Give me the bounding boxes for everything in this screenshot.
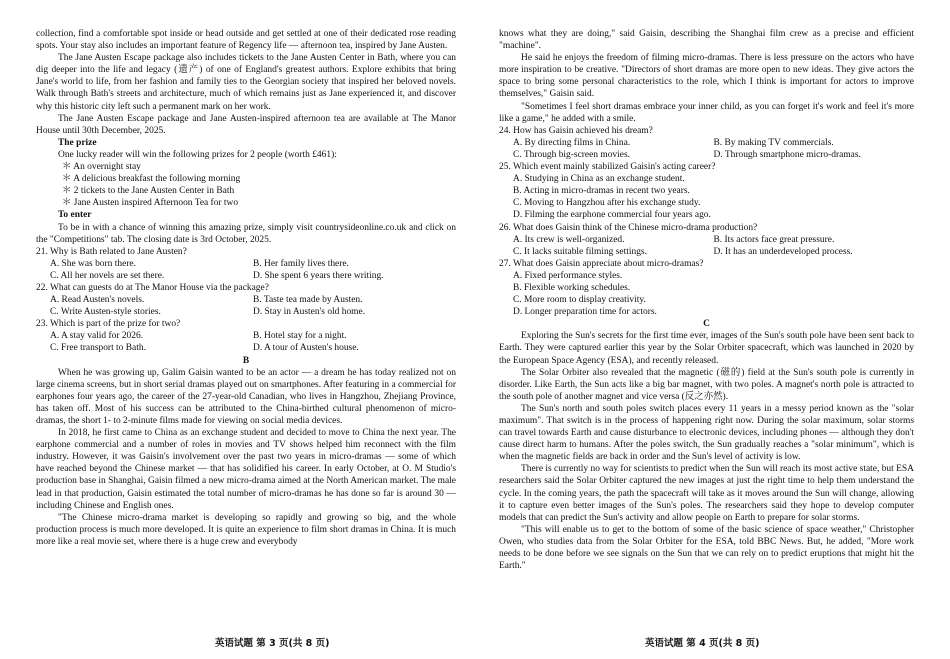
option: B. Her family lives there.: [253, 258, 349, 269]
page-3-column: [36, 28, 456, 548]
page-4-column: [499, 28, 914, 572]
option: B. By making TV commercials.: [713, 137, 834, 148]
option: C. Free transport to Bath.: [50, 343, 146, 354]
option: B. Acting in micro-dramas in recent two years.: [513, 186, 690, 197]
question-24-options: [499, 137, 914, 161]
option: A. By directing films in China.: [513, 137, 631, 148]
section-b-heading: B: [242, 355, 250, 366]
question-26: 26. What does Gaisin think of the Chinese micro-drama production?: [499, 222, 758, 233]
passage-c-paragraph: There is currently no way for scientists to predict when the Sun will reach its most active state, but ESA researchers said the Solar Orbiter captured the new images at just the right time to help them understand the cycle. In the coming years, the path the spacecraft will take as it moves around the Sun will change, allowing it to capture even better images of the Sun's poles. The researchers said they hope to develop computer models that can predict the Sun's activity and allow people on Earth to prepare for solar storms.: [499, 464, 914, 523]
passage-b-paragraph: knows what they are doing," said Gaisin, describing the Shanghai film crew as a precise and efficient "machine".: [499, 29, 914, 52]
section-c-heading: C: [703, 319, 710, 330]
option: D. A tour of Austen's house.: [253, 343, 359, 354]
option: D. Filming the earphone commercial four years ago.: [513, 210, 711, 221]
option: A. Read Austen's novels.: [50, 295, 145, 306]
passage-b-paragraph: When he was growing up, Galim Gaisin wanted to be an actor — a dream he has today realized not on large cinema screens, but in short serial dramas played out on smartphones. After featuring in a commercial for earphones four years ago, the career of the 27-year-old Canadian, who lives in Hangzhou, Zhejiang Province, has taken off. Most of his success can be attributed to the China-birthed cultural phenomenon of micro-dramas, the short 1- to 2-minute films made for viewing on social media devices.: [36, 367, 456, 426]
option: D. Longer preparation time for actors.: [513, 307, 657, 318]
option: D. Stay in Austen's old home.: [253, 307, 366, 318]
enter-heading: To enter: [58, 210, 92, 221]
option: B. Flexible working schedules.: [513, 282, 631, 293]
enter-text: To be in with a chance of winning this amazing prize, simply visit countrysideonline.co.uk and click on the "Competitions" tab. The closing date is 3rd October, 2025.: [36, 222, 456, 245]
option: A. Studying in China as an exchange student.: [513, 174, 685, 185]
option: B. Taste tea made by Austen.: [253, 295, 363, 306]
question-23-options: [36, 330, 456, 354]
page-footer-right: 英语试题 第 4 页(共 8 页): [645, 638, 760, 649]
option: D. She spent 6 years there writing.: [253, 270, 384, 281]
option: D. It has an underdeveloped process.: [713, 246, 853, 257]
prize-item: ＊ An overnight stay: [62, 162, 141, 173]
prize-intro: One lucky reader will win the following prizes for 2 people (worth £461):: [58, 149, 337, 160]
passage-c-paragraph: The Sun's north and south poles switch places every 11 years in a messy period known as the "solar maximum". That switch is in the process of happening right now. During the solar maximum, solar storms can travel towards Earth and cause disturbance to electronic devices, including phones — although they don't cause direct harm to humans. After the poles switch, the Sun gradually reaches a "solar minimum", which is when the magnetic fields are back in order and the Sun's level of activity is low.: [499, 403, 914, 463]
question-25-options: [499, 173, 914, 221]
question-21: 21. Why is Bath related to Jane Austen?: [36, 246, 187, 257]
option: C. More room to display creativity.: [513, 295, 646, 306]
question-21-options: [36, 258, 456, 282]
option: A. A stay valid for 2026.: [50, 331, 144, 342]
prize-item: ＊ Jane Austen inspired Afternoon Tea for two: [62, 198, 239, 209]
option: C. Write Austen-style stories.: [50, 307, 161, 318]
option: D. Through smartphone micro-dramas.: [713, 149, 861, 160]
option: B. Hotel stay for a night.: [253, 331, 347, 342]
page-footer-left: 英语试题 第 3 页(共 8 页): [215, 638, 330, 649]
question-23: 23. Which is part of the prize for two?: [36, 319, 181, 330]
prize-item: ＊ 2 tickets to the Jane Austen Center in Bath: [62, 186, 235, 197]
prize-heading: The prize: [58, 137, 97, 148]
option: C. It lacks suitable filming settings.: [513, 246, 647, 257]
question-25: 25. Which event mainly stabilized Gaisin's acting career?: [499, 162, 716, 173]
option: A. Fixed performance styles.: [513, 270, 623, 281]
prize-item: ＊ A delicious breakfast the following morning: [62, 174, 241, 185]
passage-b-paragraph: He said he enjoys the freedom of filming micro-dramas. There is less pressure on the actors who have more inspiration to be creative. "Directors of short dramas are more open to new ideas. They give actors the space to bring some personal characteristics to the role, which I think is important for actors to improve themselves," Gaisin said.: [499, 53, 914, 100]
passage-c-paragraph: "This will enable us to get to the bottom of some of the basic science of space weather," Christopher Owen, who studies data from the Solar Orbiter for the ESA, told BBC News. But, he added, "More work needs to be done before we see signals on the Sun that we can rely on to predict eruptions that might hit the Earth.": [499, 524, 914, 572]
option: A. She was born there.: [50, 258, 136, 269]
option: B. Its actors face great pressure.: [713, 234, 835, 245]
option: C. All her novels are set there.: [50, 270, 165, 281]
passage-a-paragraph: The Jane Austen Escape package and Jane Austen-inspired afternoon tea are available at The Manor House until 30th December, 2025.: [36, 113, 456, 136]
passage-b-paragraph: "The Chinese micro-drama market is developing so rapidly and growing so big, and the whole production process is much more developed. It is quite an experience to film short dramas in China. It is much more like a real movie set, where there is a huge crew and everybody: [36, 512, 456, 547]
question-27: 27. What does Gaisin appreciate about micro-dramas?: [499, 258, 704, 269]
passage-a-paragraph: collection, find a comfortable spot inside or head outside and get settled at one of their dedicated rose reading spots. Your stay also includes an important feature of Regency life — afternoon tea, inspired by Jane Austen.: [36, 29, 456, 52]
question-26-options: [499, 234, 914, 258]
question-22-options: [36, 294, 456, 318]
option: C. Through big-screen movies.: [513, 149, 630, 160]
option: A. Its crew is well-organized.: [513, 234, 625, 245]
passage-b-paragraph: In 2018, he first came to China as an exchange student and decided to move to China the next year. The earphone commercial and a number of roles in movies and TV shows helped him reconnect with the film industry. However, it was Gaisin's involvement over the past two years in micro-dramas — some of which have reached beyond the Chinese market — that has solidified his career. In early October, at O. M Studio's production base in Shanghai, Gaisin filmed a new micro-drama aimed at the North American market. The male lead in that production, Gaisin estimated the total number of micro-dramas he has done so far is around 30 — including Chinese and English ones.: [36, 428, 456, 511]
question-24: 24. How has Gaisin achieved his dream?: [499, 125, 653, 136]
passage-c-paragraph: Exploring the Sun's secrets for the first time ever, images of the Sun's south pole have been sent back to Earth. They were captured earlier this year by the Solar Orbiter spacecraft, which was launched in 2020 by the European Space Agency (ESA), and recently released.: [499, 331, 914, 366]
option: C. Moving to Hangzhou after his exchange study.: [513, 198, 701, 209]
question-27-options: [499, 270, 914, 318]
passage-c-paragraph: The Solar Orbiter also revealed that the magnetic (磁的) field at the Sun's south pole is currently in disorder. Like Earth, the Sun acts like a big bar magnet, with two poles. A magnet's north pole is attracted to the south pole of another magnet and vice versa (反之亦然).: [499, 367, 914, 402]
passage-a-paragraph: The Jane Austen Escape package also includes tickets to the Jane Austen Center in Bath, where you can dig deeper into the life and legacy (遗产) of one of England's greatest authors. Explore exhibits that bring Jane's world to life, from her fashion and family ties to the Georgian society that inspired her beloved novels. Walk through Bath's streets and architecture, much of which remains just as Jane experienced it, and discover why this historic city left such a permanent mark on her work.: [36, 53, 456, 112]
passage-b-paragraph: "Sometimes I feel short dramas embrace your inner child, as you can forget it's work and feel it's more like a game," he added with a smile.: [499, 101, 914, 124]
question-22: 22. What can guests do at The Manor House via the package?: [36, 282, 269, 293]
